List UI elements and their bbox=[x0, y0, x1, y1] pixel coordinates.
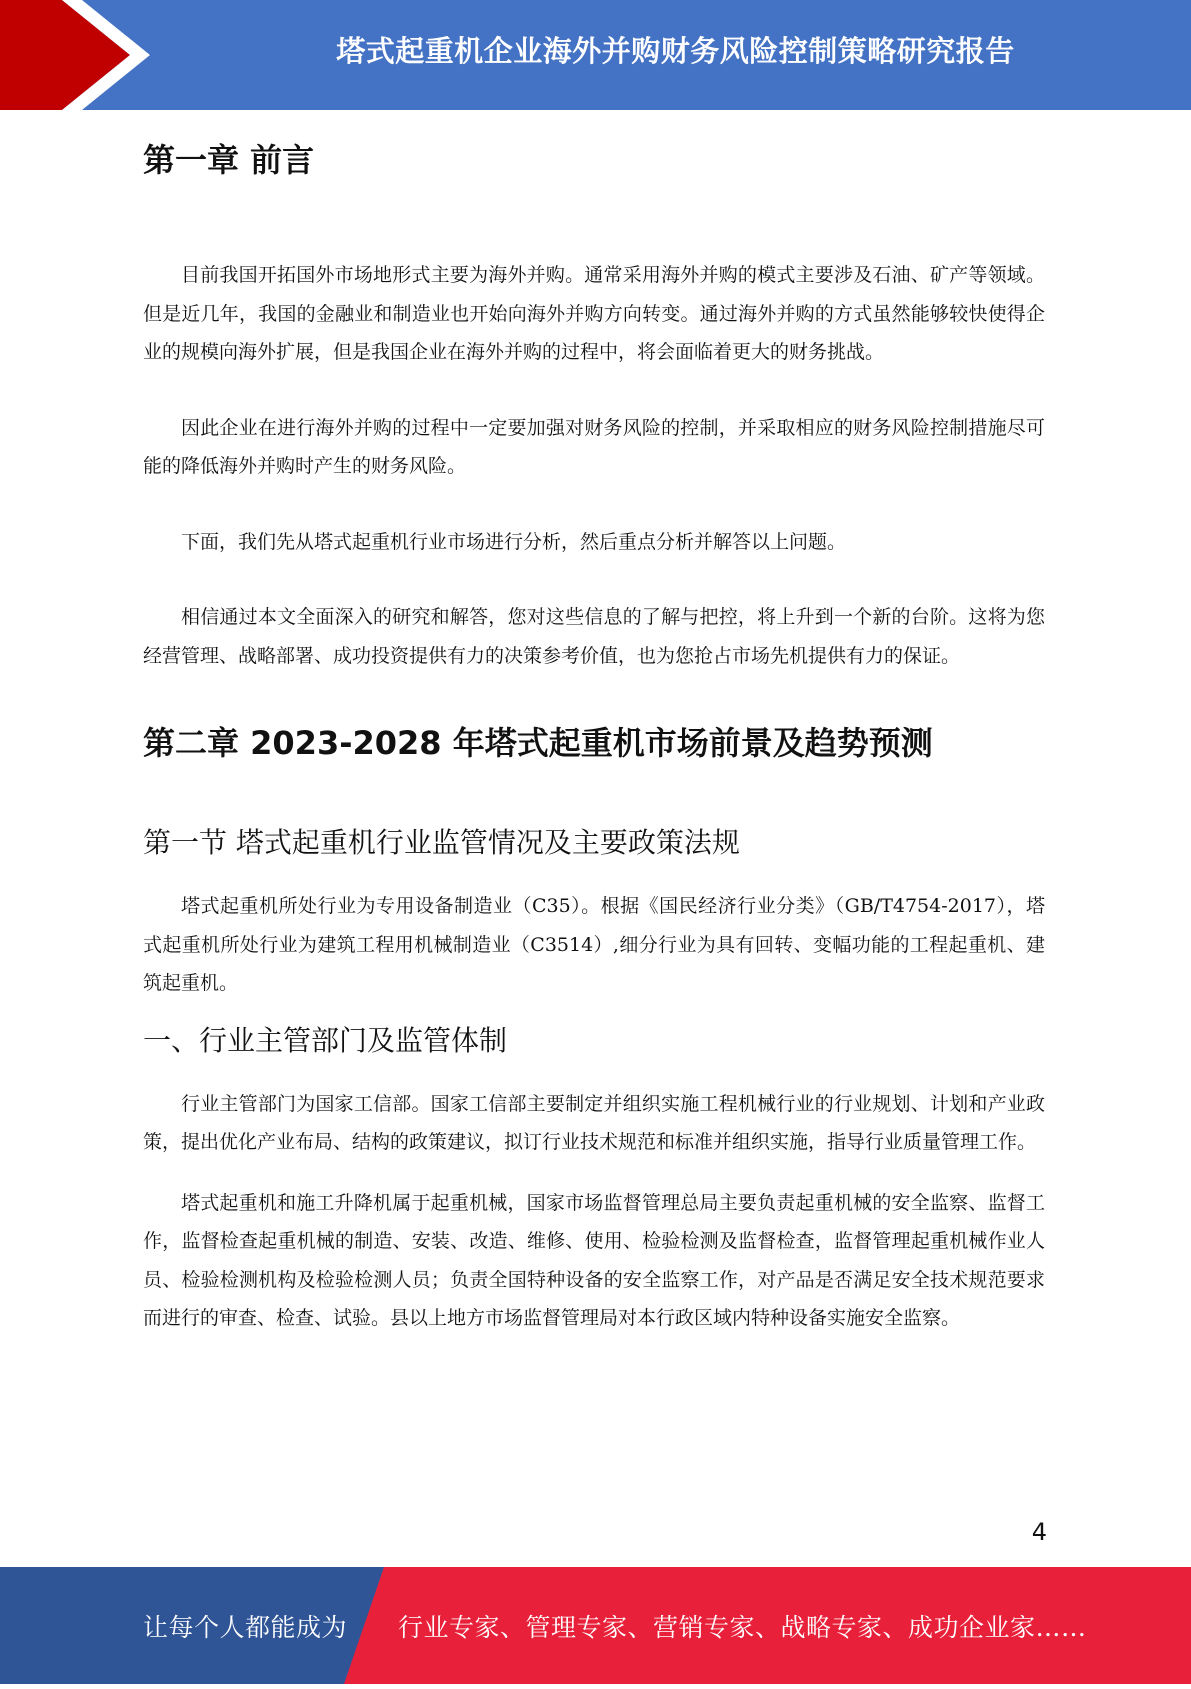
chapter-1-paragraph-1: 目前我国开拓国外市场地形式主要为海外并购。通常采用海外并购的模式主要涉及石油、矿产等领域。但是近几年，我国的金融业和制造业也开始向海外并购方向转变。通过海外并购的方式虽然能够较快使得企业的规模向海外扩展，但是我国企业在海外并购的过程中，将会面临着更大的财务挑战。 bbox=[143, 264, 1045, 363]
chapter-2-title: 第二章 2023-2028 年塔式起重机市场前景及趋势预测 bbox=[143, 724, 933, 762]
subsection-1-paragraph-2: 塔式起重机和施工升降机属于起重机械，国家市场监督管理总局主要负责起重机械的安全监察、监督工作，监督检查起重机械的制造、安装、改造、维修、使用、检验检测及监督检查，监督管理起重机械作业人员、检验检测机构及检验检测人员；负责全国特种设备的安全监察工作，对产品是否满足安全技术规范要求而进行的审查、检查、试验。县以上地方市场监督管理局对本行政区域内特种设备实施安全监察。 bbox=[143, 1191, 1045, 1329]
chapter-1-paragraph-3: 下面，我们先从塔式起重机行业市场进行分析，然后重点分析并解答以上问题。 bbox=[181, 530, 847, 553]
chapter-1-title: 第一章 前言 bbox=[143, 141, 315, 179]
chapter-1-paragraph-2: 因此企业在进行海外并购的过程中一定要加强对财务风险的控制，并采取相应的财务风险控制措施尽可能的降低海外并购时产生的财务风险。 bbox=[143, 416, 1045, 477]
page-footer bbox=[0, 1567, 1191, 1684]
subsection-1-paragraph-1: 行业主管部门为国家工信部。国家工信部主要制定并组织实施工程机械行业的行业规划、计划和产业政策，提出优化产业布局、结构的政策建议，拟订行业技术规范和标准并组织实施，指导行业质量管理工作。 bbox=[143, 1092, 1045, 1153]
header-arrow-decoration bbox=[0, 0, 160, 110]
footer-slogan-right: 行业专家、管理专家、营销专家、战略专家、成功企业家…… bbox=[398, 1613, 1087, 1642]
report-title: 塔式起重机企业海外并购财务风险控制策略研究报告 bbox=[336, 34, 1015, 68]
section-1-paragraph: 塔式起重机所处行业为专用设备制造业（C35）。根据《国民经济行业分类》（GB/T4754-2017），塔式起重机所处行业为建筑工程用机械制造业（C3514）,细分行业为具有回转、变幅功能的工程起重机、建筑起重机。 bbox=[143, 895, 1045, 994]
page-number: 4 bbox=[1031, 1518, 1047, 1546]
page-content bbox=[143, 138, 1045, 1338]
section-1-title: 第一节 塔式起重机行业监管情况及主要政策法规 bbox=[143, 826, 740, 859]
page-header bbox=[0, 0, 1191, 110]
chapter-1-paragraph-4: 相信通过本文全面深入的研究和解答，您对这些信息的了解与把控，将上升到一个新的台阶。这将为您经营管理、战略部署、成功投资提供有力的决策参考价值，也为您抢占市场先机提供有力的保证。 bbox=[143, 606, 1045, 667]
subsection-1-title: 一、行业主管部门及监管体制 bbox=[143, 1023, 508, 1057]
footer-slogan-left: 让每个人都能成为 bbox=[143, 1613, 348, 1642]
